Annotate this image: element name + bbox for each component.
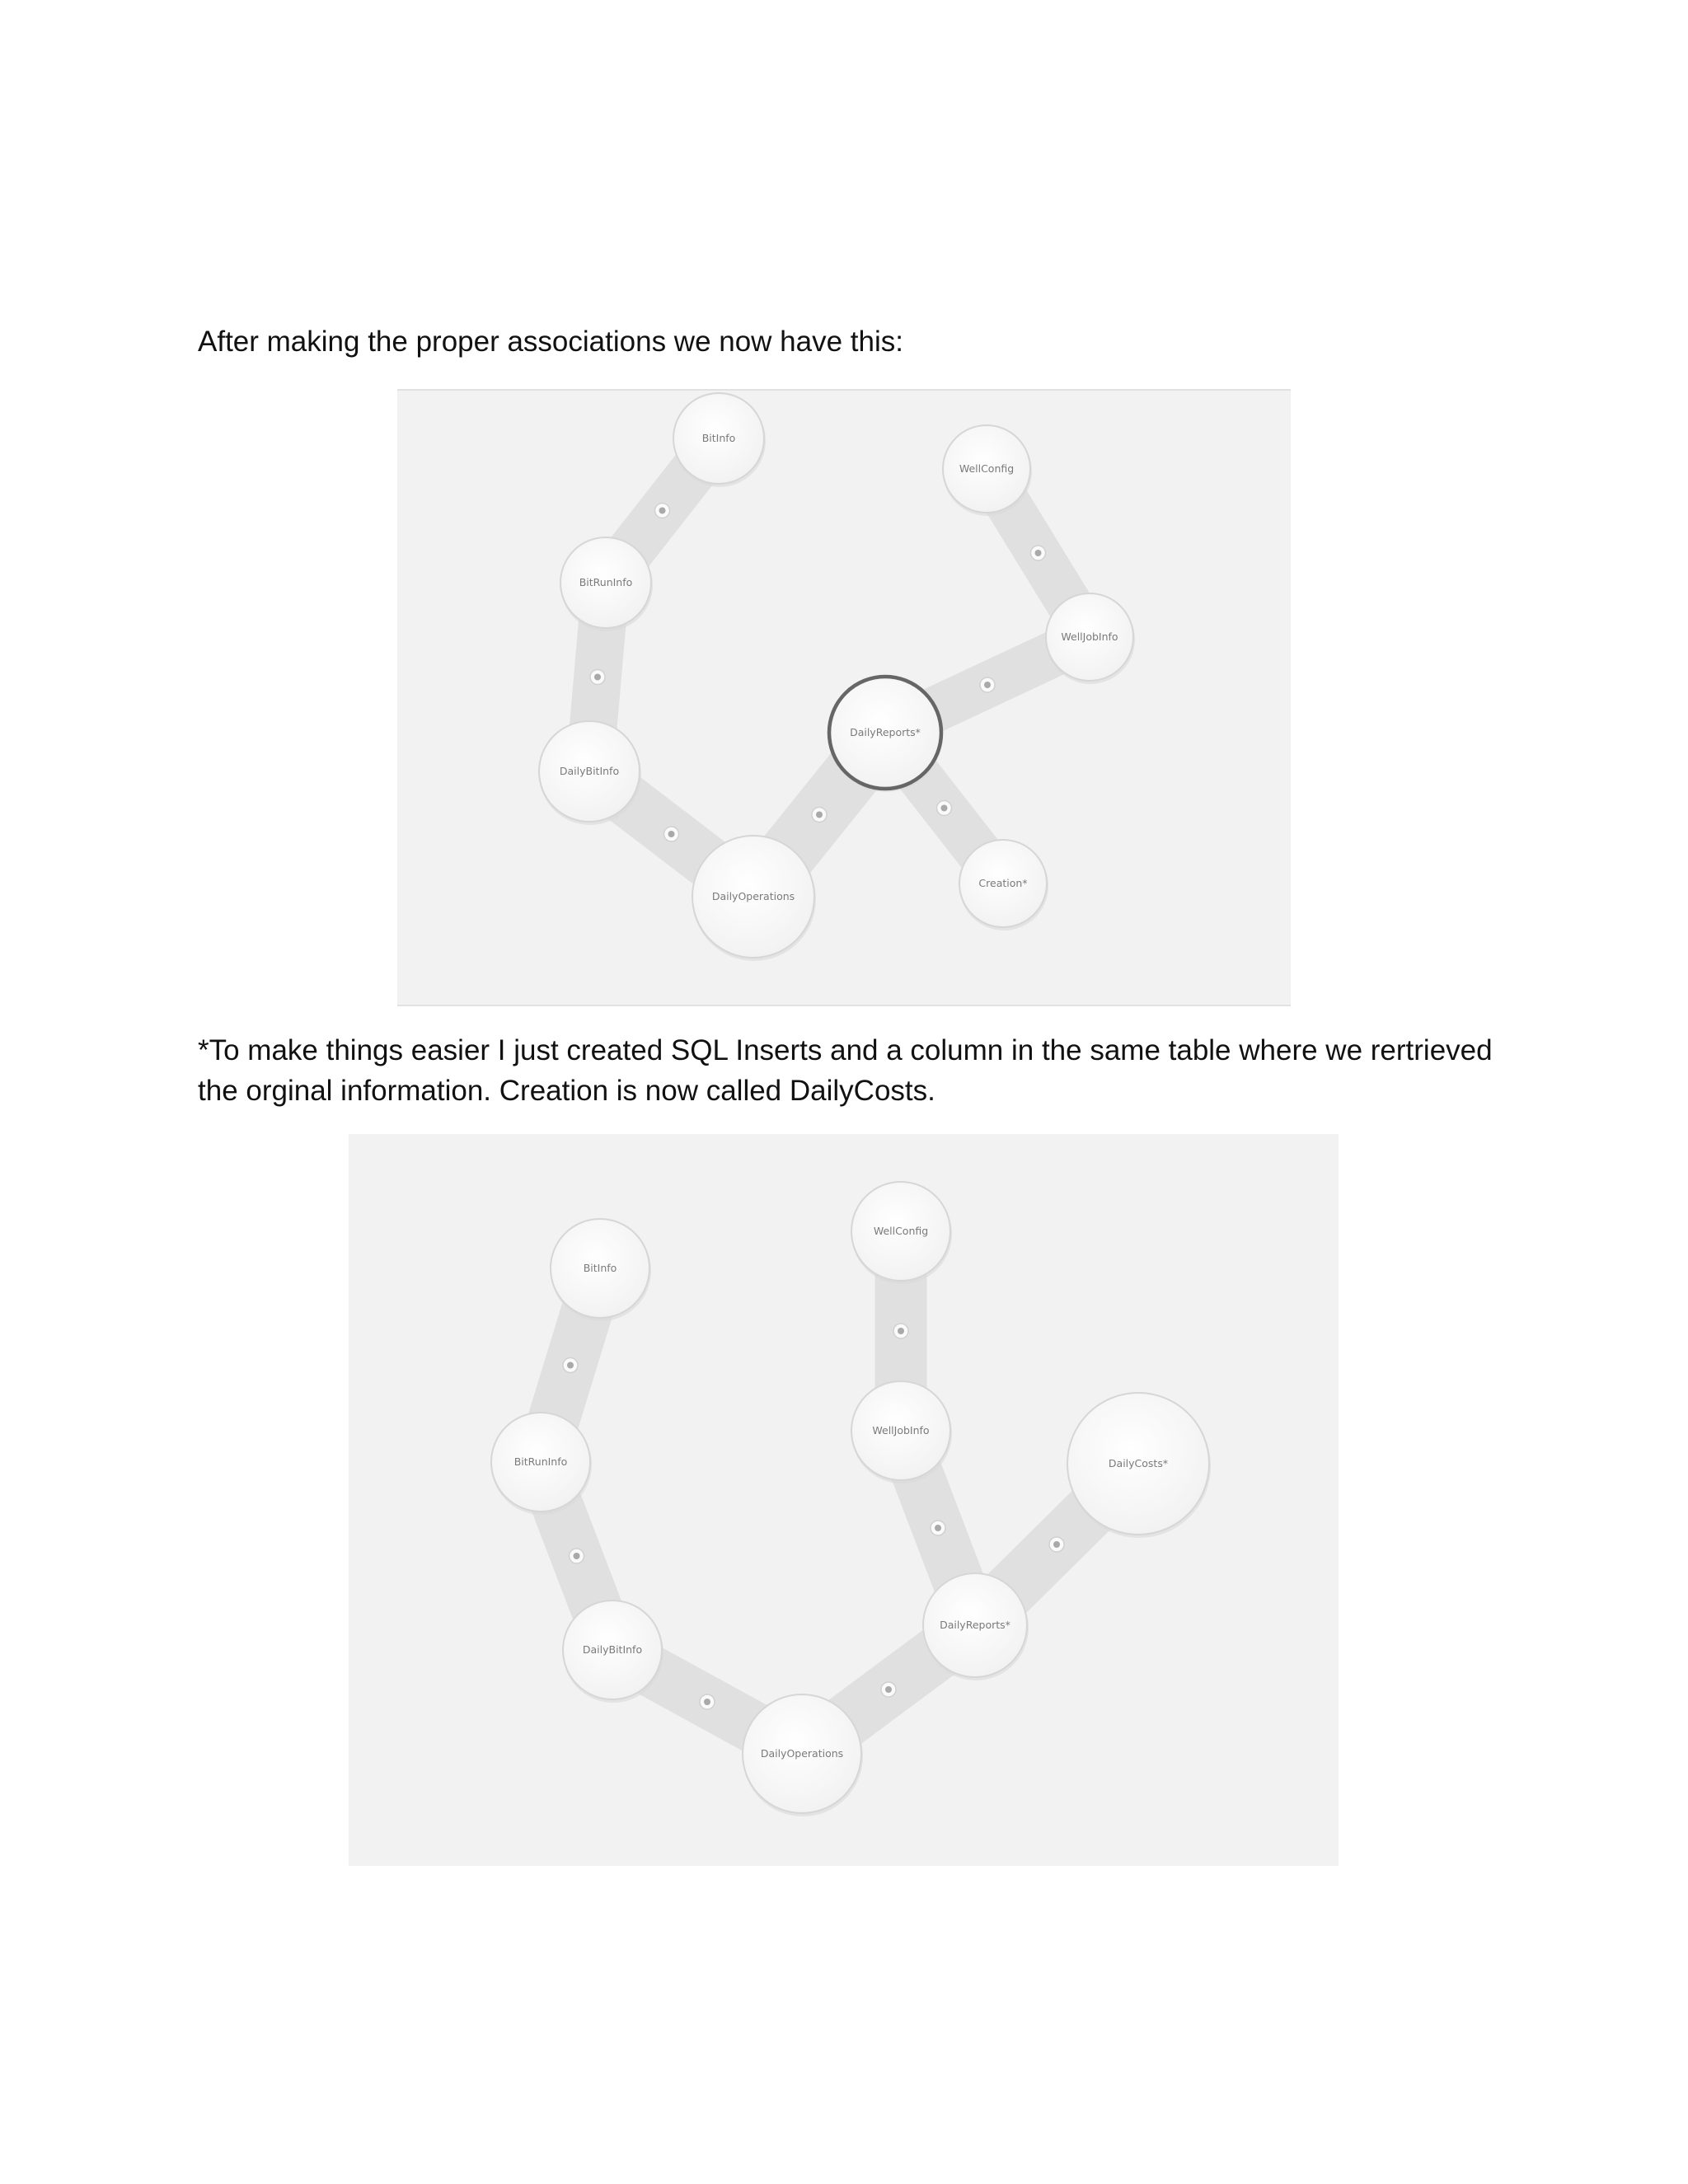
- node-bitinfo[interactable]: [551, 1219, 651, 1321]
- node-label: WellJobInfo: [1061, 630, 1118, 643]
- node-dailyoperations[interactable]: [692, 836, 816, 961]
- node-label: DailyOperations: [760, 1747, 844, 1760]
- connector-dot[interactable]: [980, 677, 995, 692]
- connector-dot[interactable]: [881, 1682, 896, 1697]
- connector-dot[interactable]: [664, 827, 679, 841]
- node-dailybitinfo[interactable]: [539, 721, 641, 825]
- node-label: DailyBitInfo: [559, 765, 620, 777]
- node-label: DailyOperations: [711, 890, 795, 902]
- intro-paragraph: After making the proper associations we now have this:: [198, 326, 903, 358]
- node-label: WellJobInfo: [872, 1424, 930, 1436]
- connector-dot[interactable]: [893, 1324, 908, 1338]
- connector-dot[interactable]: [931, 1521, 945, 1535]
- node-creation[interactable]: [959, 840, 1048, 930]
- connector-dot[interactable]: [700, 1694, 715, 1709]
- connector-dot[interactable]: [937, 801, 952, 816]
- connector-dot[interactable]: [1031, 546, 1046, 560]
- diagram-canvas: [397, 391, 1291, 1005]
- node-bitruninfo[interactable]: [560, 537, 653, 631]
- connector-dot[interactable]: [563, 1358, 578, 1373]
- note-line-2: the orginal information. Creation is now called DailyCosts.: [198, 1075, 935, 1107]
- node-label: WellConfig: [873, 1225, 929, 1237]
- node-dailyoperations[interactable]: [743, 1694, 863, 1816]
- node-label: Creation*: [978, 877, 1028, 889]
- node-label: DailyReports*: [850, 726, 921, 738]
- connector-dot[interactable]: [570, 1549, 584, 1563]
- node-label: DailyReports*: [940, 1619, 1010, 1631]
- node-wellconfig[interactable]: [943, 425, 1032, 516]
- node-bitruninfo[interactable]: [491, 1413, 592, 1515]
- node-dailyreports[interactable]: [829, 677, 943, 792]
- node-dailycosts[interactable]: [1067, 1393, 1211, 1538]
- connector-dot[interactable]: [1049, 1537, 1064, 1552]
- node-wellconfig[interactable]: [851, 1182, 952, 1284]
- note-paragraph: [198, 1030, 1508, 1111]
- diagram-canvas: [349, 1134, 1339, 1866]
- node-dailybitinfo[interactable]: [563, 1601, 663, 1703]
- node-dailyreports[interactable]: [923, 1573, 1029, 1680]
- node-welljobinfo[interactable]: [851, 1381, 952, 1483]
- association-diagram-before: [397, 389, 1291, 1006]
- association-diagram-after: [349, 1134, 1339, 1866]
- connector-dot[interactable]: [655, 504, 670, 518]
- node-label: BitRunInfo: [513, 1455, 568, 1468]
- node-label: BitRunInfo: [579, 576, 633, 588]
- connector-dot[interactable]: [812, 808, 827, 823]
- node-welljobinfo[interactable]: [1046, 593, 1135, 684]
- connector-dot[interactable]: [590, 670, 605, 685]
- node-label: WellConfig: [959, 462, 1015, 475]
- note-line-1: *To make things easier I just created SQL Inserts and a column in the same table where we rertrieved: [198, 1034, 1493, 1066]
- node-label: BitInfo: [583, 1262, 617, 1274]
- node-label: DailyBitInfo: [582, 1643, 643, 1656]
- node-label: DailyCosts*: [1108, 1457, 1169, 1469]
- node-label: BitInfo: [701, 432, 736, 444]
- node-bitinfo[interactable]: [673, 393, 766, 487]
